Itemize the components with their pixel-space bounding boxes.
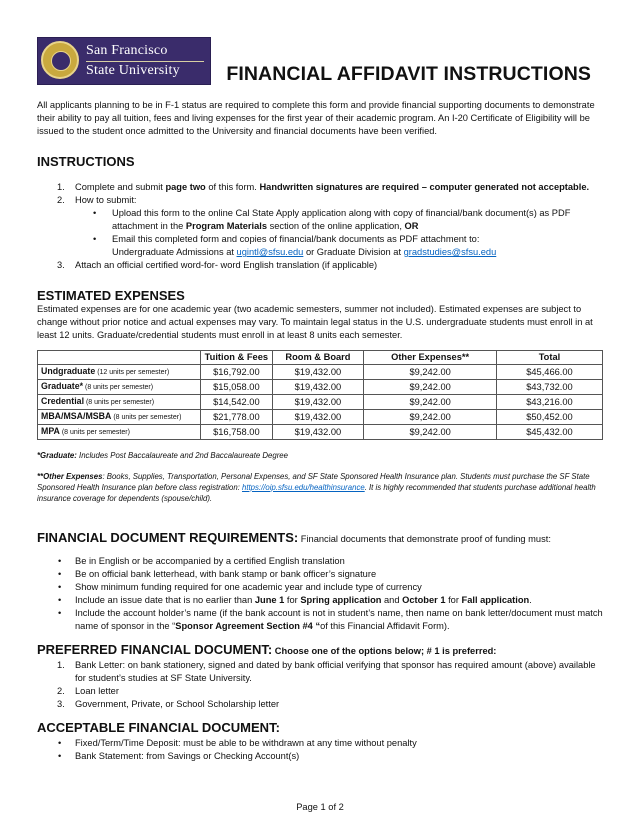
list-item: • Be on official bank letterhead, with bank stamp or bank officer’s signature: [58, 569, 377, 579]
row-label: MPA (8 units per semester): [38, 425, 201, 440]
graduate-footnote: *Graduate: Includes Post Baccalaureate and 2nd Baccalaureate Degree: [37, 451, 288, 460]
table-cell: $43,216.00: [496, 395, 602, 410]
list-item: • Include an issue date that is no earlier than June 1 for Spring application and October 1 for Fall application.: [58, 595, 532, 605]
table-cell: $45,432.00: [496, 425, 602, 440]
list-item: 3. Government, Private, or School Scholarship letter: [57, 699, 280, 709]
requirements-heading: FINANCIAL DOCUMENT REQUIREMENTS: Financial documents that demonstrate proof of funding must:: [37, 530, 551, 545]
table-cell: $9,242.00: [364, 395, 497, 410]
preferred-heading: PREFERRED FINANCIAL DOCUMENT: Choose one of the options below; # 1 is preferred:: [37, 642, 497, 657]
table-cell: $45,466.00: [496, 365, 602, 380]
preferred-list: [37, 659, 603, 711]
bullet-icon: •: [93, 208, 97, 218]
row-label: MBA/MSA/MSBA (8 units per semester): [38, 410, 201, 425]
table-cell: $15,058.00: [201, 380, 272, 395]
list-item: 2. How to submit:: [57, 195, 137, 205]
list-item: • Fixed/Term/Time Deposit: must be able to be withdrawn at any time without penalty: [58, 738, 417, 748]
bullet-icon: •: [58, 556, 62, 566]
other-expenses-footnote: **Other Expenses: Books, Supplies, Transportation, Personal Expenses, and SF State Sponsored Health Insurance plan. Students must purchase the SF State Sponsored Health Insurance plan before class registration: https://oip.sfsu.edu/healthinsurance. It is highly recommended that students purchase additional health insurance coverage for dependents (spouse/child).: [37, 472, 596, 503]
table-cell: $19,432.00: [272, 365, 364, 380]
bullet-icon: •: [58, 608, 62, 618]
column-header: Tuition & Fees: [201, 351, 272, 365]
table-row: [38, 380, 603, 395]
bullet-icon: •: [58, 569, 62, 579]
table-header-row: [38, 351, 603, 365]
list-item: 3. Attach an official certified word-for- word English translation (if applicable): [57, 260, 378, 270]
university-seal-icon: [41, 41, 79, 79]
page-title: FINANCIAL AFFIDAVIT INSTRUCTIONS: [226, 63, 591, 85]
table-cell: $16,792.00: [201, 365, 272, 380]
table-cell: $9,242.00: [364, 410, 497, 425]
table-row: [38, 365, 603, 380]
logo-line-1: San Francisco: [86, 43, 168, 58]
table-cell: $16,758.00: [201, 425, 272, 440]
table-cell: $19,432.00: [272, 410, 364, 425]
requirements-list: [37, 555, 603, 633]
table-cell: $43,732.00: [496, 380, 602, 395]
list-item: 2. Loan letter: [57, 686, 119, 696]
bullet-icon: •: [58, 751, 62, 761]
expenses-paragraph: Estimated expenses are for one academic year (two academic semesters, summer not included). Estimated expenses are subject to change without prior notice and actual expenses may vary. To maintain legal status in the U.S. undergraduate students must enroll in at least 12 units. Graduate/credential students must enroll in at least 8 units each semester.: [37, 304, 593, 340]
bullet-icon: •: [58, 738, 62, 748]
table-cell: $50,452.00: [496, 410, 602, 425]
ug-email-link[interactable]: ugintl@sfsu.edu: [236, 247, 304, 257]
list-item: 1. Bank Letter: on bank stationery, signed and dated by bank official verifying that sponsor has required amount (above) available for student’s studies at SF State University.: [57, 660, 596, 683]
table-cell: $19,432.00: [272, 395, 364, 410]
instructions-list: [37, 181, 603, 272]
acceptable-list: [37, 737, 603, 763]
table-cell: $9,242.00: [364, 425, 497, 440]
sfsu-logo: [37, 37, 211, 85]
list-item: 1. Complete and submit page two of this form. Handwritten signatures are required – computer generated not acceptable.: [57, 182, 590, 192]
table-cell: $14,542.00: [201, 395, 272, 410]
list-item: • Bank Statement: from Savings or Checking Account(s): [58, 751, 300, 761]
list-item: • Show minimum funding required for one academic year and include type of currency: [58, 582, 422, 592]
acceptable-heading: ACCEPTABLE FINANCIAL DOCUMENT:: [37, 720, 280, 735]
instructions-heading: INSTRUCTIONS: [37, 154, 135, 169]
table-cell: $9,242.00: [364, 380, 497, 395]
bullet-icon: •: [93, 234, 97, 244]
column-header: Room & Board: [272, 351, 364, 365]
health-insurance-link[interactable]: https://oip.sfsu.edu/healthinsurance: [242, 483, 365, 492]
bullet-icon: •: [58, 582, 62, 592]
bullet-icon: •: [58, 595, 62, 605]
logo-line-2: State University: [86, 63, 180, 78]
table-row: [38, 410, 603, 425]
page-number: Page 1 of 2: [296, 802, 344, 812]
table-cell: $19,432.00: [272, 380, 364, 395]
table-row: [38, 425, 603, 440]
table-cell: $19,432.00: [272, 425, 364, 440]
sub-list-item: • Upload this form to the online Cal State Apply application along with copy of financial/bank document(s) as PDF attachment in the Program Materials section of the online application, OR: [93, 208, 571, 231]
row-label: Undgraduate (12 units per semester): [38, 365, 201, 380]
intro-paragraph: All applicants planning to be in F-1 status are required to complete this form and provide financial supporting documents to demonstrate their ability to pay all tuition, fees and living expenses for the first year of their academic program. An I-20 Certificate of Eligibility will be issued to the student once admitted to the University and financial documents have been verified.: [37, 100, 595, 136]
row-label: Credential (8 units per semester): [38, 395, 201, 410]
list-item: • Include the account holder’s name (if the bank account is not in student’s name, then name on bank letter/document must match name of sponsor in the “Sponsor Agreement Section #4 “of this Financial Affidavit Form).: [58, 608, 603, 631]
expenses-heading: ESTIMATED EXPENSES: [37, 288, 185, 303]
column-header: Total: [496, 351, 602, 365]
expenses-table: [37, 350, 603, 440]
sub-list-item: • Email this completed form and copies of financial/bank documents as PDF attachment to: Undergraduate Admissions at ugintl@sfsu.edu or Graduate Division at gradstudies@sfsu.edu: [93, 234, 497, 257]
column-header: Other Expenses**: [364, 351, 497, 365]
list-item: • Be in English or be accompanied by a certified English translation: [58, 556, 345, 566]
table-cell: $9,242.00: [364, 365, 497, 380]
table-row: [38, 395, 603, 410]
row-label: Graduate* (8 units per semester): [38, 380, 201, 395]
page-header: [37, 37, 603, 99]
table-cell: $21,778.00: [201, 410, 272, 425]
grad-email-link[interactable]: gradstudies@sfsu.edu: [403, 247, 497, 257]
